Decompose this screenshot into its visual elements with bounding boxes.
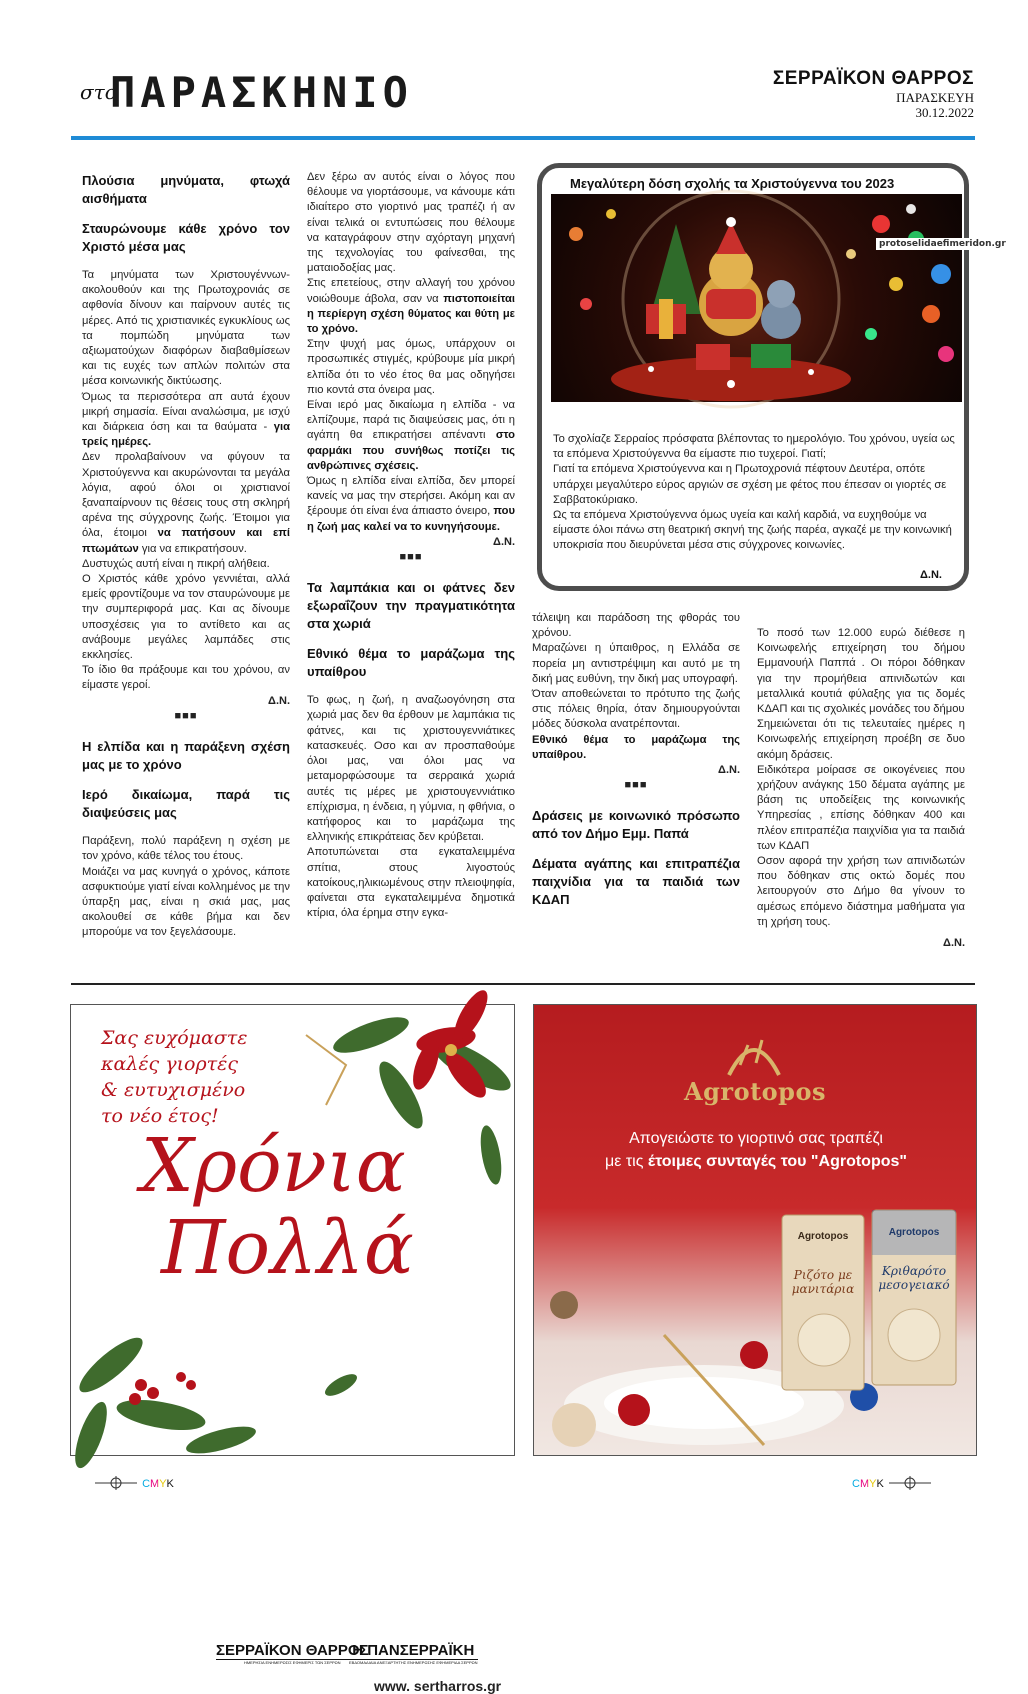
column-1	[82, 172, 290, 941]
cmyk-mark-right: CMYK	[852, 1472, 931, 1491]
article-subtitle: Εθνικό θέμα το μαράζωμα της υπαίθρου	[307, 646, 515, 680]
article-title: Η ελπίδα και η παράξενη σχέση μας με το χρόνο	[82, 739, 290, 773]
section-kicker: στο	[80, 80, 117, 104]
paragraph: Δεν ξέρω αν αυτός είναι ο λόγος που θέλουμε να γιορτάσουμε, να κάνουμε κάτι ιδιαίτερο στο γιορτινό μας τραπέζι ή αν είναι τελικά οι εντυπώσεις που θέλουμε να καταγράφουν στην αχόρταγη μηχανή της τεχνολογίας του φαίνεσθαι, της ματαιοδοξίας μας.	[307, 171, 515, 275]
paragraph: Σημειώνεται ότι τις τελευταίες ημέρες η Κοινωφελής επιχείρηση προέβη σε δυο ακόμη δράσεις.	[757, 718, 965, 761]
paragraph: Ειδικότερα μοίρασε σε οικογένειες που χρήζουν ανάγκης 150 δέματα αγάπης με βάση τις υποδείξεις της κοινωνικής Υπηρεσίας , επίσης δόθηκαν 400 και πλέον επιτραπέζια παιχνίδια για τα παιδιά των ΚΔΑΠ	[757, 763, 965, 852]
product-pack-kritharoto: Agrotopos Κριθαρότο μεσογειακό	[878, 1227, 950, 1292]
issue-date: 30.12.2022	[915, 105, 974, 120]
separator: ■■■	[174, 709, 198, 722]
section-title: ΠΑΡΑΣΚΗΝΙΟ	[110, 68, 413, 117]
snowglobe-illustration	[551, 194, 962, 402]
author-signature: Δ.Ν.	[920, 569, 942, 581]
boxed-article-title: Μεγαλύτερη δόση σχολής τα Χριστούγεννα του 2023	[570, 176, 895, 191]
paragraph: Στην ψυχή μας όμως, υπάρχουν οι προσωπικές στιγμές, κρύβουμε μία μικρή ελπίδα ότι το νέο έτος θα μας οδηγήσει πιο κοντά στα όνειρα μας.	[307, 338, 515, 396]
masthead	[773, 68, 974, 120]
paragraph: Το σχολίαζε Σερραίος πρόσφατα βλέποντας το ημερολόγιο. Του χρόνου, υγεία ως τα επόμενα Χριστούγεννα θα είμαστε πιο τυχεροί. Γιατί;	[553, 433, 955, 461]
issue-day: ΠΑΡΑΣΚΕΥΗ	[896, 90, 974, 105]
paragraph: Όμως η ελπίδα είναι ελπίδα, δεν μπορεί κανείς να μας την στερήσει. Ακόμη και αν ξέρουμε ότι είναι ένα άπιαστο όνειρο, που η ζωή μας καλεί να το κυνηγήσουμε.	[307, 475, 515, 533]
paragraph: Το ποσό των 12.000 ευρώ διέθεσε η Κοινωφελής επιχείρηση του δήμου Εμμανουήλ Παππά . Οι πόροι δόθηκαν για την προμήθεια απινιδωτών και μεταλλικά κουτιά φύλαξης για τις δομές ΚΔΑΠ και τις σχολικές μονάδες του δήμου	[757, 627, 965, 716]
paragraph: Ο Χριστός κάθε χρόνο γεννιέται, αλλά εμείς φροντίζουμε να τον σταυρώνουμε με την συμπεριφορά μας. Και ας δίνουμε υποσχέσεις για το αντίθετο και ας ανάβουμε μεγάλες λαμπάδες στις εκκλησίες.	[82, 573, 290, 662]
website-url[interactable]: www. sertharros.gr	[374, 1678, 502, 1694]
paragraph: Είναι ιερό μας δικαίωμα η ελπίδα - να ελπίζουμε, παρά τις διαψεύσεις μας, ότι η αγάπη θα επικρατήσει απέναντι στο φαρμάκι που συνήθως ποτίζει τις ανθρώπινες σχέσεις.	[307, 399, 515, 472]
paragraph: τάλειψη και παράδοση της φθοράς του χρόνου.	[532, 612, 740, 640]
separator: ■■■	[399, 551, 423, 564]
paragraph: Όμως τα περισσότερα απ αυτά έχουν μικρή σημασία. Είναι αναλώσιμα, με ισχύ και διάρκεια όση και τα θαύματα - για τρείς ημέρες.	[82, 390, 290, 449]
paragraph: Το φως, η ζωή, η αναζωογόνηση στα χωριά μας δεν θα έρθουν με λαμπάκια τις φάτνες, και τις χριστουγεννιάτικες κατασκευές. Οσο και αν προσπαθούμε όλοι μας, ναι όλοι μας να μεταμορφώσουμε τα σερραικά χωριά αυτές τις μέρες με χριστουγεννιάτικο επίχρισμα, η ένδεια, η γύμνια, η φθήνια, ο κατήφορος και το μαράζωμα της ελληνικής επικράτειας δεν κρύβεται.	[307, 694, 515, 844]
paragraph: Όταν αποθεώνεται το πρότυπο της ζωής στις πόλεις θηρία, όταν δημιουργούνται μόδες δύσκολα ανατρέπονται.	[532, 688, 740, 731]
cmyk-mark-left: CMYK	[95, 1472, 174, 1491]
author-signature: Δ.Ν.	[268, 694, 290, 707]
paragraph: Παράξενη, πολύ παράξενη η σχέση με τον χρόνο, κάθε τέλος του έτους.	[82, 835, 290, 863]
boxed-article-body	[553, 432, 961, 554]
paragraph: Δεν προλαβαίνουν να φύγουν τα Χριστούγεννα και ακυρώνονται τα μεγάλα λόγια, αφού όλοι οι χριστιανοί ξαναπαίρνουν τις θέσεις τους στη σκληρή αρένα της σύγχρονης ζωής. Έτοιμοι για όλα, έτοιμοι να πατήσουν και επί πτωμάτων για να επικρατήσουν.	[82, 451, 290, 555]
paragraph: Μοιάζει να μας κυνηγά ο χρόνος, κάποτε ασφυκτιούμε γιατί είναι κολλημένος με την ύπαρξη μας, είναι η σκιά μας, μας ακολουθεί σε κάθε βήμα και δεν μπορούμε να τον ξεγελάσουμε.	[82, 865, 290, 939]
article-subtitle: Δέματα αγάπης και επιτραπέζια παιχνίδια για τα παιδιά των ΚΔΑΠ	[532, 856, 740, 908]
article-title: Πλούσια μηνύματα, φτωχά αισθήματα	[82, 173, 290, 206]
newspaper-name: ΣΕΡΡΑΪΚΟΝ ΘΑΡΡΟΣ	[772, 68, 974, 89]
greeting-text: Σας ευχόμαστε καλές γιορτές & ευτυχισμένο το νέο έτος!	[101, 1027, 248, 1127]
watermark: protoselidaefimeridon.gr	[876, 238, 1009, 250]
paragraph: Το ίδιο θα πράξουμε και του χρόνου, αν είμαστε γεροί.	[82, 664, 290, 692]
brand-name: Agrotopos	[684, 1077, 826, 1106]
logo-tharros: ΣΕΡΡΑΪΚΟΝ ΘΑΡΡΟΣ ΗΜΕΡΗΣΙΑ ΕΝΗΜΕΡΩΣΙΣ ΕΦΗΜΕΡΙΣ ΤΩΝ ΣΕΡΡΩΝ	[216, 1642, 369, 1665]
column-3	[532, 611, 740, 909]
article-title: Δράσεις με κοινωνικό πρόσωπο από τον Δήμο Εμμ. Παπά	[532, 808, 740, 842]
brand-logo-icon	[729, 1050, 779, 1075]
logo-panserraiki: Η ΠΑΝΣΕΡΡΑΪΚΗ ΕΒΔΟΜΑΔΙΑΙΑ ΑΝΕΞΑΡΤΗΤΗΣ ΕΝΗΜΕΡΩΣΗΣ ΕΦΗΜΕΡΙΔΑ ΣΕΡΡΩΝ	[349, 1642, 478, 1665]
paragraph: Τα μηνύματα των Χριστουγέννων- ακολουθούν και της Πρωτοχρονιάς σε αφθονία δίνουν και παίρνουν αυτές τις μέρες. Από τις χριστιανικές εγκυκλίους ως τα πομπώδη μηνύματα των αξιωματούχων διαφόρων διαβαθμίσεων και τις ευχές των απλών πολιτών στα μέσα κοινωνικής δικτύωσης.	[82, 269, 290, 388]
article-subtitle: Σταυρώνουμε κάθε χρόνο τον Χριστό μέσα μας	[82, 221, 290, 254]
header-rule	[71, 136, 975, 140]
paragraph: Οσον αφορά την χρήση των απινιδωτών που δόθηκαν στις οκτώ δομές που λειτουργούν στο Δήμο θα γίνουν το αμέσως επόμενο διάστημα μαθήματα για τη χρήση τους.	[757, 855, 965, 928]
author-signature: Δ.Ν.	[943, 937, 965, 950]
article-subtitle: Ιερό δικαίωμα, παρά τις διαψεύσεις μας	[82, 787, 290, 821]
paragraph: Αποτυπώνεται στα εγκαταλειμμένα σπίτια, στους λιγοστούς κατοίκους,ηλικιωμένους στην πλειοψηφία, φαίνεται στα εγκαταλειμμένα δημοτικά κτίρια, όλα έρημα στην εγκα-	[307, 846, 515, 920]
separator: ■■■	[624, 779, 648, 792]
column-2	[307, 170, 515, 921]
agrotopos-ad	[533, 1004, 977, 1456]
ad-slogan: Απογειώστε το γιορτινό σας τραπέζι με τις έτοιμες συνταγές του "Agrotopos"	[605, 1130, 907, 1170]
product-pack-risotto: Agrotopos Ριζότο με μανιτάρια	[791, 1231, 855, 1296]
registration-mark-icon	[95, 1476, 137, 1490]
ads-divider	[71, 983, 975, 985]
paragraph: Εθνικό θέμα το μαράζωμα της υπαίθρου.	[532, 733, 740, 761]
paragraph: Στις επετείους, στην αλλαγή του χρόνου νοιώθουμε άβολα, σαν να πιστοποιείται η περίεργη σχέση θύματος και θύτη με το χρόνο.	[307, 277, 515, 336]
article-title: Τα λαμπάκια και οι φάτνες δεν εξωραΐζουν την πραγματικότητα στα χωριά	[307, 580, 515, 632]
author-signature: Δ.Ν.	[493, 535, 515, 548]
registration-mark-icon	[889, 1476, 931, 1490]
paragraph: Γιατί τα επόμενα Χριστούγεννα και η Πρωτοχρονιά πέφτουν Δευτέρα, οπότε υπάρχει μεγαλύτερο εύρος αργιών σε σχέση με φέτος που έπεσαν οι γιορτές σε Σαββατοκύριακο.	[553, 463, 947, 506]
paragraph: Ως τα επόμενα Χριστούγεννα όμως υγεία και καλή καρδιά, να ευχηθούμε να είμαστε όλοι πάνω στη θεατρική σκηνή της ζωής παρέα, αγκαζέ με την κοινωνική υποκρισία που διευρύνεται μέσα στις σύγχρονες κοινωνίες.	[553, 509, 952, 552]
author-signature: Δ.Ν.	[718, 764, 740, 777]
christmas-snowglobe-photo	[551, 194, 962, 402]
paragraph: Δυστυχώς αυτή είναι η πικρή αλήθεια.	[82, 557, 270, 570]
column-4	[757, 626, 965, 951]
xronia-polla-heading: Χρόνια Πολλά	[141, 1123, 414, 1291]
paragraph: Μαραζώνει η ύπαιθρος, η Ελλάδα σε πορεία μη αντιστρέψιμη και αυτό με τη δική μας ευθύνη, την δική μας υπογραφή.	[532, 642, 740, 685]
